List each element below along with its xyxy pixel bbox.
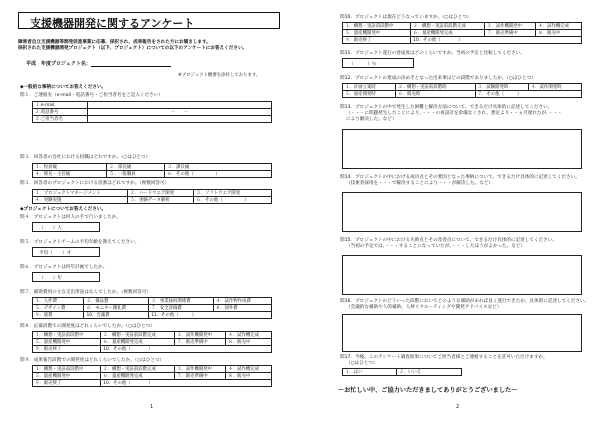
q3-opt[interactable]: １．プロジェクトマネージメント — [33, 190, 128, 197]
q1-phone-label: ２.電話番号 — [33, 109, 88, 116]
q1-phone-field[interactable]: － － — [88, 109, 272, 116]
q8-opt[interactable]: １．構想・実証前段階中 — [33, 332, 101, 339]
q10-opt[interactable]: ８．販売中 — [536, 30, 582, 37]
q7-opt[interactable]: ５．デザイン費 — [33, 305, 84, 312]
q3-opt[interactable]: ４．実験実施 — [33, 197, 128, 204]
q2-opt[interactable]: ３．課長級 — [165, 164, 272, 171]
q9-opt[interactable]: ４．試作機完成 — [226, 366, 272, 373]
q10-opt[interactable]: 10．その他（ ） — [411, 37, 582, 44]
q10-opt[interactable]: ９．販売終了 — [343, 37, 411, 44]
intro-text — [18, 40, 296, 52]
q12-opt[interactable]: １．計画立案時 — [343, 84, 396, 91]
q9-opt[interactable]: ８．販売中 — [226, 373, 272, 380]
q9-table — [32, 365, 272, 387]
q7-label: 問７．補助費用の主な支出用途はなんでしたか。（複数回答可） — [20, 290, 151, 295]
q8-opt[interactable]: ９．販売終了 — [33, 346, 101, 353]
q8-opt[interactable]: ４．試作機完成 — [226, 332, 272, 339]
q2-opt[interactable]: ４．係長・主任級 — [33, 171, 107, 178]
q7-opt[interactable]: １．人件費 — [33, 298, 84, 305]
q10-opt[interactable]: １．構想・実証前段階中 — [343, 23, 411, 30]
q10-label: 問10．プロジェクトは現在どうなっていますか。（○はひとつ） — [340, 15, 472, 20]
q14-answer-box[interactable] — [342, 192, 582, 232]
q7-opt[interactable]: ７．安全評価費 — [149, 305, 214, 312]
q9-opt[interactable]: ７．販売準備中 — [174, 373, 225, 380]
q17-opt-no[interactable]: ２．いいえ — [397, 369, 462, 376]
q12-opt[interactable]: ４．試作開発時 — [528, 84, 581, 91]
q1-label: 問１．ご連絡先（e-mail・電話番号・ご担当者名をご記入ください） — [20, 93, 163, 98]
q7-opt[interactable]: ２．備品費 — [84, 298, 149, 305]
q12-opt[interactable]: ７．その他（ ） — [475, 91, 581, 98]
q8-opt[interactable]: ３．試作機開発中 — [174, 332, 225, 339]
q3-opt[interactable]: ３．ソフトウエア開発 — [194, 190, 272, 197]
q1-contact-field[interactable] — [88, 116, 272, 123]
q7-opt[interactable]: ４．試作物作成費 — [213, 298, 271, 305]
q7-opt[interactable]: ６．モニター謝礼費 — [84, 305, 149, 312]
q10-table — [342, 22, 582, 44]
q10-opt[interactable]: ３．試作機開発中 — [484, 23, 535, 30]
intro-line-1: 障害者自立支援機器等開発促進事業に応募、採択され、成果報告をされた方にお聞きします。 — [18, 40, 211, 45]
q6-field[interactable]: （ ）年 — [32, 272, 100, 282]
q10-opt[interactable]: ５．量産機開発中 — [343, 30, 411, 37]
q6-label: 問６．プロジェクトは何年計画でしたか。 — [20, 265, 108, 270]
q17-table — [342, 368, 462, 376]
q4-label: 問４．プロジェクトは何人の手で行いましたか。 — [20, 215, 121, 220]
q1-email-field[interactable] — [88, 102, 272, 109]
q9-opt[interactable]: ２．構想・実証前段階完成 — [101, 366, 175, 373]
q11-label: 問11．プロジェクト遂行の達成度はどのくらいですか。当初の予定と比較してください。 — [340, 51, 525, 56]
closing-message: ～お忙しい中、ご協力いただきましてありがとうございました～ — [338, 387, 518, 394]
project-name-label: 平成 年度プロジェクト名： — [26, 61, 91, 67]
q12-opt[interactable]: ５．量産開発時 — [343, 91, 396, 98]
q10-opt[interactable]: ７．販売準備中 — [484, 30, 535, 37]
q8-opt[interactable]: ５．量産機開発中 — [33, 339, 101, 346]
q7-opt[interactable]: 10．会議費 — [84, 312, 149, 319]
q8-opt[interactable]: ７．販売準備中 — [174, 339, 225, 346]
project-name-line — [26, 60, 171, 67]
q13-sub-2: により解決した。など） — [346, 117, 397, 122]
q12-opt[interactable]: ６．販売時 — [396, 91, 475, 98]
q9-opt[interactable]: ５．量産機開発中 — [33, 373, 101, 380]
q8-opt[interactable]: 10．その他（ ） — [101, 346, 272, 353]
q3-label: 問３．回答者のプロジェクトにおける役割はどれですか。（複数回答可） — [20, 181, 170, 186]
q10-opt[interactable]: ２．構想・実証前段階完成 — [411, 23, 485, 30]
q9-opt[interactable]: ３．試作機開発中 — [174, 366, 225, 373]
q13-answer-box[interactable] — [342, 129, 582, 169]
q10-opt[interactable]: ４．試作機完成 — [536, 23, 582, 30]
q4-field[interactable]: （ ）人 — [32, 222, 100, 232]
project-name-field[interactable] — [91, 60, 171, 67]
q14-sub-1: （技術者採用を・・・で解決することにより・・・が解決した。など） — [346, 181, 494, 186]
q1-contact-label: ３.ご担当者名 — [33, 116, 88, 123]
q11-field[interactable]: （ ）％ — [342, 58, 414, 68]
page-number-1: 1 — [150, 404, 154, 410]
q2-opt[interactable]: １．役員級 — [33, 164, 107, 171]
q9-label: 問９．成果報告段階での開発度はどれくらいでしたか。（○はひとつ） — [20, 358, 165, 363]
q10-opt[interactable]: ６．量産機開発完成 — [411, 30, 485, 37]
asterisk-note: ※プロジェクト概要を添付しております。 — [178, 73, 261, 78]
q1-table — [32, 101, 272, 123]
q2-opt[interactable]: ６．その他（ ） — [165, 171, 272, 178]
q2-opt[interactable]: ２．部長級 — [107, 164, 165, 171]
q7-opt[interactable]: 11．その他（ ） — [149, 312, 272, 319]
q3-opt[interactable]: ２．ハードウエア開発 — [128, 190, 194, 197]
q3-table — [32, 189, 272, 204]
q14-label: 問14．プロジェクトの中における成功点とその要因となった事柄について、できるだけ具体的に記述してください。 — [340, 175, 580, 180]
intro-line-2: 採択された支援機器開発プロジェクト（以下、プロジェクト）についての以下のアンケートにお答えください。 — [18, 46, 248, 51]
q2-table — [32, 163, 272, 178]
q2-label: 問２．回答者の会社における役職はどれですか。（○はひとつ） — [20, 155, 151, 160]
q17-sub: （○はひとつ） — [346, 361, 378, 366]
q12-table — [342, 83, 582, 98]
q12-opt[interactable]: ３．試験開発時 — [475, 84, 528, 91]
q5-field[interactable]: 平均（ ）才 — [32, 247, 100, 257]
q8-label: 問８．応募段階での開発度はどれくらいでしたか。（○はひとつ） — [20, 324, 155, 329]
q15-label: 問15．プロジェクトの中における失敗点とその改善点について、できるだけ具体的に記述してください。 — [340, 238, 557, 243]
q8-opt[interactable]: ８．販売中 — [226, 339, 272, 346]
q8-opt[interactable]: ２．構想・実証前段階完成 — [101, 332, 175, 339]
section-general: ◆一般的な事柄についてお答えください。 — [20, 85, 107, 90]
page-title: 支援機器開発に関するアンケート — [30, 17, 195, 30]
q3-opt[interactable]: ６．その他（ ） — [194, 197, 272, 204]
q7-opt[interactable]: ９．旅費 — [33, 312, 84, 319]
q15-sub-1: （当初の予定では、・・・することになっていたが、・・・したほうがよかった。など） — [346, 244, 526, 249]
q16-sub-1: （会議的な補助や人的補助、人材リクルーティングや開発アドバイスなど） — [346, 305, 502, 310]
q3-opt[interactable]: ５．実験データ解析 — [128, 197, 194, 204]
q16-answer-box[interactable] — [342, 314, 582, 352]
q12-label: 問12．プロジェクトの達成の決め手となった出来事はどの段階でありましたか。（○はひとつ） — [340, 76, 536, 81]
q12-opt[interactable]: ２．構想・実証前段階時 — [396, 84, 475, 91]
q15-answer-box[interactable] — [342, 255, 582, 295]
q9-opt[interactable]: １．構想・実証前段階中 — [33, 366, 101, 373]
page-number-2: 2 — [456, 404, 460, 410]
q13-label: 問13．プロジェクトの中で発生した困難と解決方法について、できるだけ具体的に記述してください。 — [340, 105, 553, 110]
q8-table — [32, 331, 272, 353]
q9-opt[interactable]: 10．その他（ ） — [101, 380, 272, 387]
q17-label: 問17．今後、このアンケート調査結果についてご担当者様とご連絡することを許可いただけますか。 — [340, 355, 548, 360]
q7-table — [32, 297, 272, 319]
q1-email-label: １.e-mail — [33, 102, 88, 109]
q5-label: 問５．プロジェクトチームの平均年齢を教えてください。 — [20, 240, 140, 245]
section-project: ◆プロジェクトについてお答えください。 — [20, 207, 107, 212]
q7-opt[interactable]: ８．国外費 — [213, 305, 271, 312]
q8-opt[interactable]: ６．量産機開発完成 — [101, 339, 175, 346]
q9-opt[interactable]: ６．量産機開発完成 — [101, 373, 175, 380]
q16-label: 問16．プロジェクトのどういった段階においてどのような補助があれば良く遂行できたか、具体的に記述してください。 — [340, 299, 590, 304]
q7-opt[interactable]: ３．事業採択関係費 — [149, 298, 214, 305]
q2-opt[interactable]: ５．一般職員 — [107, 171, 165, 178]
q9-opt[interactable]: ９．販売終了 — [33, 380, 101, 387]
q13-sub-1: （・・・に問題発生したことにより、・・・の再設計を余儀なくされ、想定より・・ヵ月遅れたが、・・・ — [346, 111, 563, 116]
q17-opt-yes[interactable]: １．はい — [343, 369, 397, 376]
